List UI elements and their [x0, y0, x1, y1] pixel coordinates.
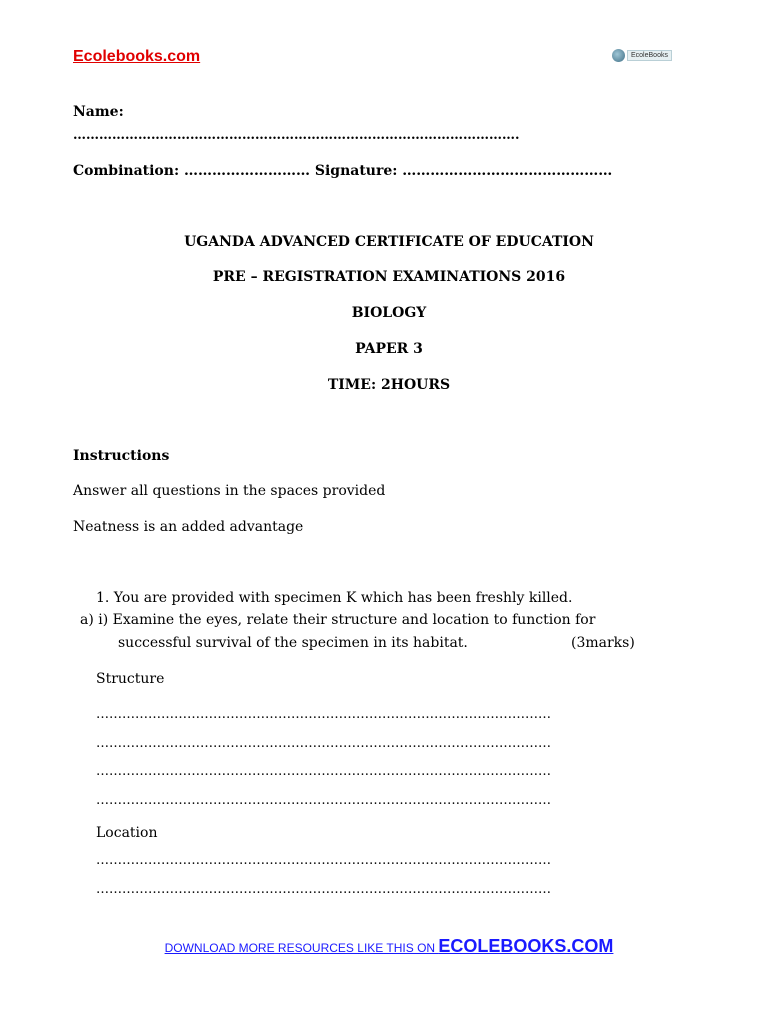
structure-answer-line-4[interactable]: ……………………………………………………………………………………………: [96, 793, 551, 808]
name-label: Name:: [73, 104, 124, 120]
exam-subtitle: PRE – REGISTRATION EXAMINATIONS 2016: [212, 269, 566, 285]
question-1a-line-2: successful survival of the specimen in its habitat.: [118, 635, 468, 651]
ecolebooks-logo: [612, 47, 672, 63]
instruction-line-2: Neatness is an added advantage: [73, 519, 304, 535]
logo-text: EcoleBooks: [627, 50, 672, 61]
combination-signature-line: Combination: ……………………… Signature: ………………………………………: [73, 163, 613, 179]
location-label: Location: [96, 825, 158, 841]
footer-prefix: DOWNLOAD MORE RESOURCES LIKE THIS ON: [164, 941, 439, 955]
location-answer-line-2[interactable]: ……………………………………………………………………………………………: [96, 882, 551, 897]
question-marks: (3marks): [571, 635, 635, 651]
footer-site: ECOLEBOOKS.COM: [438, 936, 614, 956]
exam-title: UGANDA ADVANCED CERTIFICATE OF EDUCATION: [184, 234, 594, 250]
location-answer-line-1[interactable]: ……………………………………………………………………………………………: [96, 853, 551, 868]
name-answer-line: ………………………………………………………………………………………….: [73, 128, 520, 143]
structure-label: Structure: [96, 671, 165, 687]
exam-paper: PAPER 3: [355, 341, 423, 357]
site-brand-link[interactable]: Ecolebooks.com: [73, 48, 201, 65]
question-1: 1. You are provided with specimen K which has been freshly killed.: [96, 590, 573, 606]
instruction-line-1: Answer all questions in the spaces provided: [73, 483, 386, 499]
instructions-heading: Instructions: [73, 448, 170, 464]
exam-time: TIME: 2HOURS: [327, 377, 451, 393]
exam-subject: BIOLOGY: [351, 305, 427, 321]
structure-answer-line-2[interactable]: ……………………………………………………………………………………………: [96, 736, 551, 751]
globe-icon: [612, 49, 625, 62]
download-resources-link[interactable]: [0, 936, 768, 957]
structure-answer-line-1[interactable]: ……………………………………………………………………………………………: [96, 707, 551, 722]
structure-answer-line-3[interactable]: ……………………………………………………………………………………………: [96, 764, 551, 779]
question-1a-line-1: a) i) Examine the eyes, relate their structure and location to function for: [80, 612, 596, 628]
